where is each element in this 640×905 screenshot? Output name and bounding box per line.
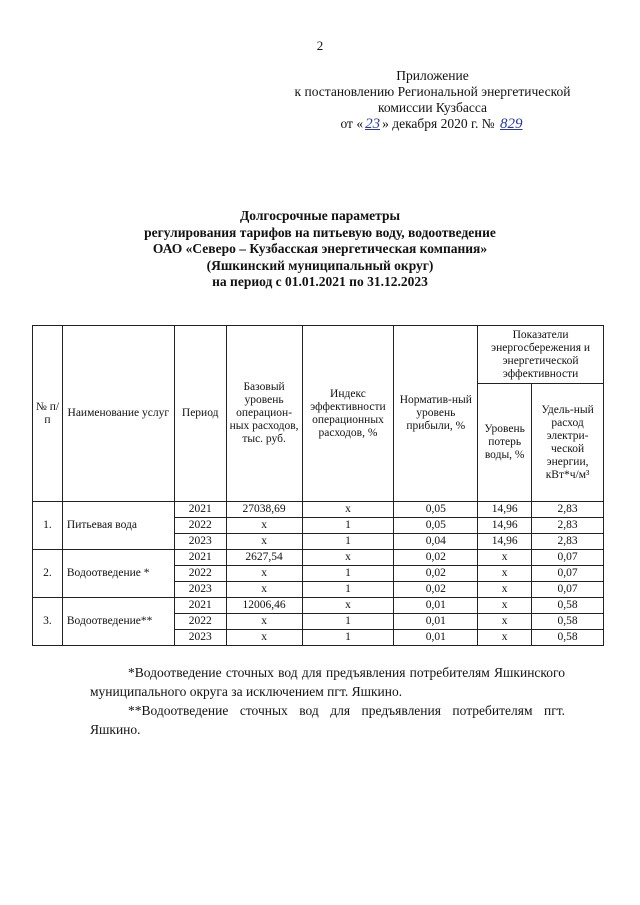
table-body — [33, 502, 604, 646]
profit-level-value: 0,01 — [394, 614, 478, 630]
header-specific-consumption: Удель-ный расход электри-ческой энергии, кВт*ч/м³ — [532, 384, 604, 502]
tariff-parameters-table — [32, 325, 604, 646]
period-year: 2023 — [174, 630, 226, 646]
footnotes — [90, 663, 565, 739]
header-num: № п/п — [33, 326, 63, 502]
efficiency-index-value: 1 — [302, 630, 394, 646]
period-year: 2022 — [174, 518, 226, 534]
profit-level-value: 0,05 — [394, 502, 478, 518]
footnote: **Водоотведение сточных вод для предъявления потребителям пгт. Яшкино. — [90, 703, 565, 737]
water-losses-value: х — [478, 566, 532, 582]
water-losses-value: х — [478, 614, 532, 630]
water-losses-value: х — [478, 550, 532, 566]
row-number: 2. — [33, 550, 63, 598]
service-name: Водоотведение** — [62, 598, 174, 646]
table-row — [33, 502, 604, 518]
appendix-header — [260, 68, 605, 132]
document-title — [0, 208, 640, 291]
base-opex-value: х — [226, 566, 302, 582]
header-service: Наименование услуг — [62, 326, 174, 502]
specific-consumption-value: 0,07 — [532, 566, 604, 582]
header-energy-indicators: Показатели энергосбережения и энергетической эффективности — [478, 326, 604, 384]
base-opex-value: 2627,54 — [226, 550, 302, 566]
base-opex-value: х — [226, 614, 302, 630]
specific-consumption-value: 2,83 — [532, 518, 604, 534]
title-line: регулирования тарифов на питьевую воду, водоотведение — [144, 224, 496, 240]
water-losses-value: 14,96 — [478, 518, 532, 534]
header-efficiency-index: Индекс эффективности операционных расходов, % — [302, 326, 394, 502]
title-line: (Яшкинский муниципальный округ) — [206, 257, 434, 273]
row-number: 1. — [33, 502, 63, 550]
base-opex-value: х — [226, 518, 302, 534]
water-losses-value: 14,96 — [478, 502, 532, 518]
specific-consumption-value: 0,58 — [532, 614, 604, 630]
service-name: Водоотведение * — [62, 550, 174, 598]
efficiency-index-value: 1 — [302, 566, 394, 582]
water-losses-value: 14,96 — [478, 534, 532, 550]
profit-level-value: 0,01 — [394, 598, 478, 614]
header-water-losses: Уровень потерь воды, % — [478, 384, 532, 502]
period-year: 2023 — [174, 582, 226, 598]
specific-consumption-value: 0,07 — [532, 582, 604, 598]
specific-consumption-value: 0,58 — [532, 598, 604, 614]
efficiency-index-value: 1 — [302, 534, 394, 550]
water-losses-value: х — [478, 582, 532, 598]
water-losses-value: х — [478, 598, 532, 614]
title-line: ОАО «Северо – Кузбасская энергетическая компания» — [152, 241, 488, 256]
base-opex-value: 12006,46 — [226, 598, 302, 614]
specific-consumption-value: 2,83 — [532, 502, 604, 518]
period-year: 2022 — [174, 566, 226, 582]
period-year: 2023 — [174, 534, 226, 550]
specific-consumption-value: 0,58 — [532, 630, 604, 646]
specific-consumption-value: 0,07 — [532, 550, 604, 566]
efficiency-index-value: 1 — [302, 518, 394, 534]
appendix-date: от « 23 » декабря 2020 г. № 829 — [340, 116, 523, 132]
appendix-line: комиссии Кузбасса — [377, 100, 487, 115]
water-losses-value: х — [478, 630, 532, 646]
efficiency-index-value: 1 — [302, 614, 394, 630]
service-name: Питьевая вода — [62, 502, 174, 550]
base-opex-value: х — [226, 630, 302, 646]
handwritten-day: 23 — [365, 116, 381, 132]
profit-level-value: 0,02 — [394, 550, 478, 566]
row-number: 3. — [33, 598, 63, 646]
title-line: на период с 01.01.2021 по 31.12.2023 — [212, 274, 428, 289]
table-row — [33, 550, 604, 566]
profit-level-value: 0,04 — [394, 534, 478, 550]
specific-consumption-value: 2,83 — [532, 534, 604, 550]
efficiency-index-value: х — [302, 550, 394, 566]
period-year: 2022 — [174, 614, 226, 630]
header-period: Период — [174, 326, 226, 502]
base-opex-value: 27038,69 — [226, 502, 302, 518]
profit-level-value: 0,01 — [394, 630, 478, 646]
efficiency-index-value: х — [302, 502, 394, 518]
footnote: *Водоотведение сточных вод для предъявления потребителям Яшкинского муниципального округа за исключением пгт. Яшкино. — [90, 665, 565, 699]
header-base-opex: Базовый уровень операцион-ных расходов, тыс. руб. — [226, 326, 302, 502]
profit-level-value: 0,05 — [394, 518, 478, 534]
handwritten-number: 829 — [500, 116, 523, 132]
title-line: Долгосрочные параметры — [240, 208, 400, 223]
period-year: 2021 — [174, 598, 226, 614]
period-year: 2021 — [174, 550, 226, 566]
efficiency-index-value: х — [302, 598, 394, 614]
appendix-line: к постановлению Региональной энергетической — [294, 84, 571, 99]
base-opex-value: х — [226, 582, 302, 598]
table-row — [33, 598, 604, 614]
efficiency-index-value: 1 — [302, 582, 394, 598]
profit-level-value: 0,02 — [394, 566, 478, 582]
appendix-label: Приложение — [396, 68, 469, 83]
base-opex-value: х — [226, 534, 302, 550]
profit-level-value: 0,02 — [394, 582, 478, 598]
page-number: 2 — [316, 38, 324, 53]
period-year: 2021 — [174, 502, 226, 518]
header-profit-level: Норматив-ный уровень прибыли, % — [394, 326, 478, 502]
